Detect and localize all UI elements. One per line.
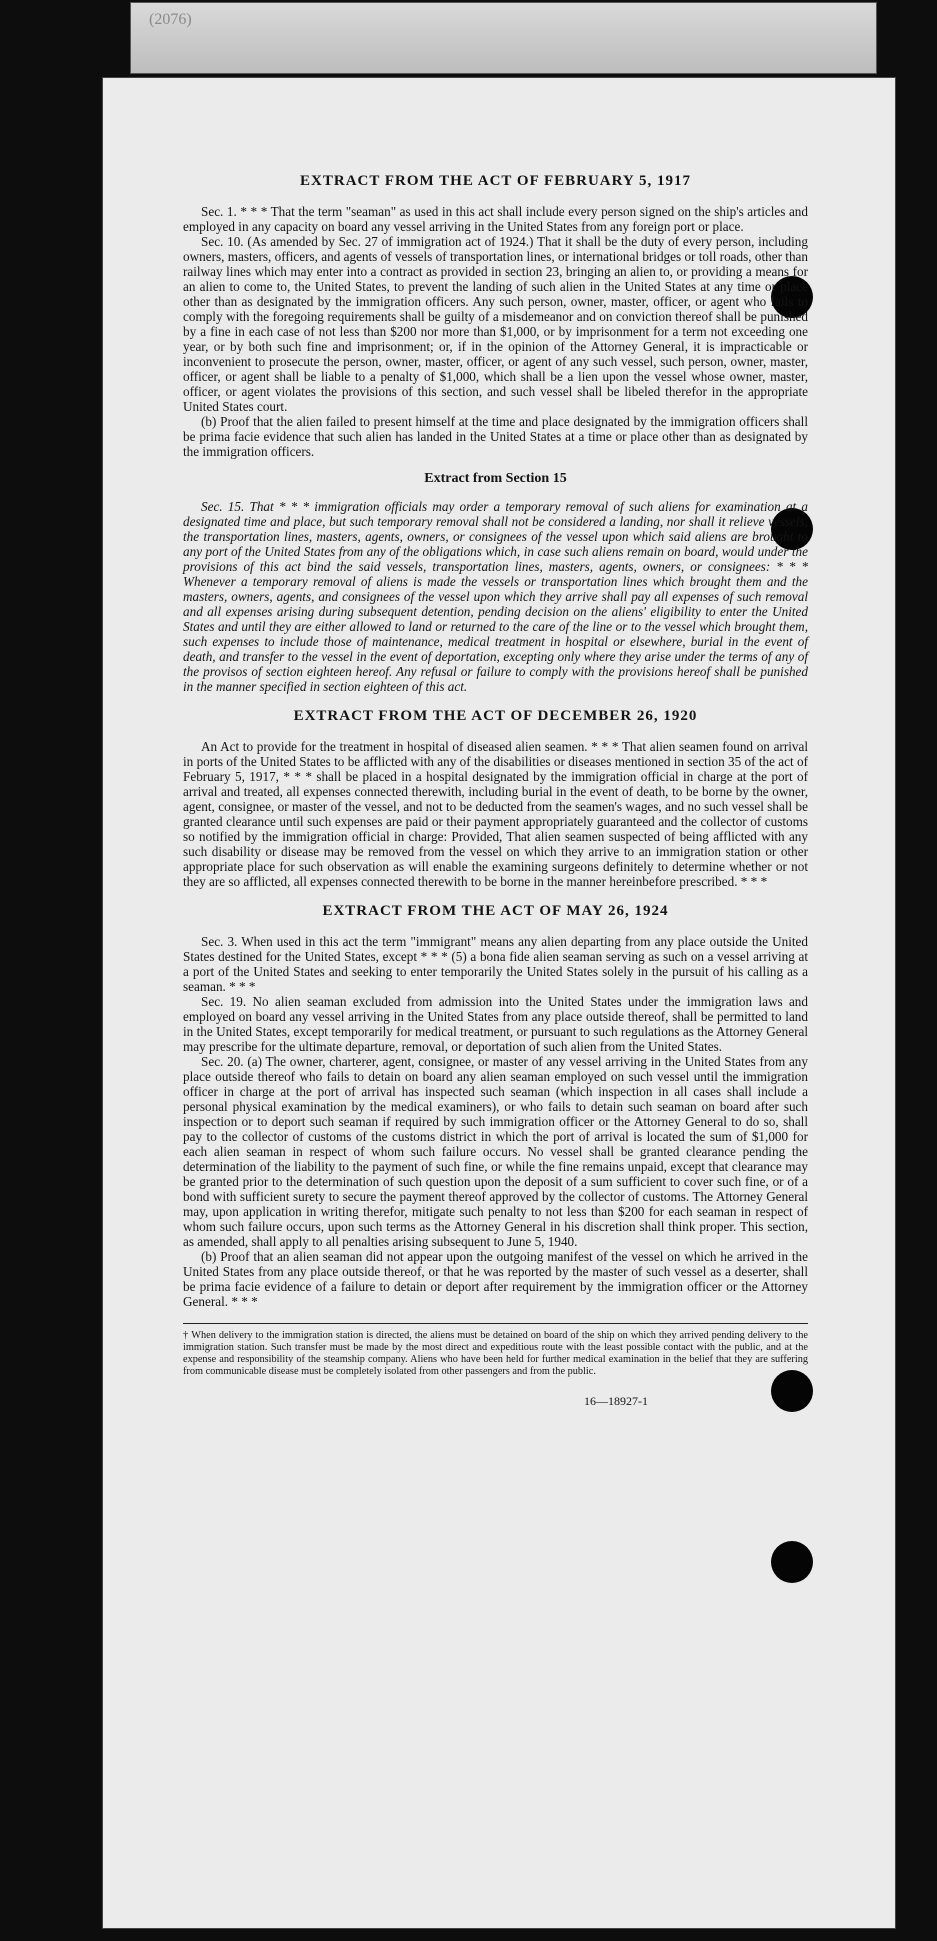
document-page	[103, 78, 895, 1928]
act-1920-paragraph: An Act to provide for the treatment in hospital of diseased alien seamen. * * * That alien seamen found on arrival in ports of the United States to be afflicted with any of the disabilities or diseases mentioned in section 35 of the act of February 5, 1917, * * * shall be placed in a hospital designated by the immigration official in charge at the port of arrival and treated, all expenses connected therewith, including burial in the event of death, to be borne by the owner, agent, consignee, or master of the vessel, and not to be deducted from the seamen's wages, and no such vessel shall be granted clearance until such expenses are paid or their payment appropriately guaranteed and the collector of customs so notified by the immigration official in charge: Provided, That alien seamen suspected of being afflicted with any such disability or disease may be removed from the vessel on which they arrive to an immigration station or other appropriate place for such observation as will enable the examining surgeons definitely to determine whether or not they are so afflicted, all expenses connected therewith to be borne in the manner hereinbefore prescribed. * * *	[183, 739, 808, 889]
page-number: 16—18927-1	[584, 1394, 648, 1408]
heading-act-1917: EXTRACT FROM THE ACT OF FEBRUARY 5, 1917	[300, 173, 691, 189]
slip-stamp: (2076)	[149, 11, 192, 28]
sec1-paragraph: Sec. 1. * * * That the term "seaman" as used in this act shall include every person signed on the ship's articles and employed in any capacity on board any vessel arriving in the United States from any foreign port or place.	[183, 204, 808, 234]
footnote: † When delivery to the immigration station is directed, the aliens must be detained on board of the ship on which they arrived pending delivery to the immigration station. Such transfer must be made by the most direct and expeditious route with the least possible contact with the public, and at the expense and responsibility of the steamship company. Aliens who have been held for further medical examination in the belief that they are suffering from communicable disease must be completely isolated from other passengers and from the public.	[183, 1323, 808, 1378]
sec19-paragraph: Sec. 19. No alien seaman excluded from admission into the United States under the immigration laws and employed on board any vessel arriving in the United States from any place outside thereof, shall be permitted to land in the United States, except temporarily for medical treatment, or pursuant to such regulations as the Attorney General may prescribe for the ultimate departure, removal, or deportation of such alien from the United States.	[183, 994, 808, 1054]
sec15-paragraph: Sec. 15. That * * * immigration officials may order a temporary removal of such aliens for examination at a designated time and place, but such temporary removal shall not be considered a landing, nor shall it relieve vessels, the transportation lines, masters, agents, owners, or consignees of the vessel upon which said aliens are brought to any port of the United States from any of the obligations which, in case such aliens remain on board, would under the provisions of this act bind the said vessels, transportation lines, masters, agents, owners, or consignees: * * * Whenever a temporary removal of aliens is made the vessels or transportation lines which brought them and the masters, owners, agents, and consignees of the vessel upon which they arrive shall pay all expenses of such removal and all expenses arising during subsequent detention, pending decision on the aliens' eligibility to enter the United States and until they are either allowed to land or returned to the care of the line or to the vessel which brought them, such expenses to include those of maintenance, medical treatment in hospital or elsewhere, burial in the event of death, and transfer to the vessel in the event of deportation, excepting only where they arise under the terms of any of the provisos of section eighteen hereof. Any refusal or failure to comply with the provisions hereof shall be punished in the manner specified in section eighteen of this act.	[183, 499, 808, 694]
top-paper-slip	[130, 2, 877, 74]
sec20b-paragraph: (b) Proof that an alien seaman did not appear upon the outgoing manifest of the vessel on which he arrived in the United States from any place outside thereof, or that he was reported by the master of such vessel as a deserter, shall be prima facie evidence of a failure to detain or deport after requirement by the immigration officer or the Attorney General. * * *	[183, 1249, 808, 1309]
sec10b-paragraph: (b) Proof that the alien failed to present himself at the time and place designated by the immigration officers shall be prima facie evidence that such alien has landed in the United States at a time or place other than as designated by the immigration officers.	[183, 414, 808, 459]
heading-act-1924: EXTRACT FROM THE ACT OF MAY 26, 1924	[322, 903, 669, 919]
heading-act-1920: EXTRACT FROM THE ACT OF DECEMBER 26, 1920	[293, 708, 698, 724]
document-body	[183, 173, 808, 1409]
heading-section-15: Extract from Section 15	[424, 471, 567, 486]
sec20a-paragraph: Sec. 20. (a) The owner, charterer, agent, consignee, or master of any vessel arriving in the United States from any place outside thereof who fails to detain on board any alien seaman employed on such vessel until the immigration officer in charge at the port of arrival has inspected such seaman (which inspection in all cases shall include a personal physical examination by the medical examiners), or who fails to detain such seaman on board after such inspection or to deport such seaman if required by such immigration officer or the Attorney General to do so, shall pay to the collector of customs of the customs district in which the port of arrival is located the sum of $1,000 for each alien seaman in respect of whom such failure occurs. No vessel shall be granted clearance pending the determination of the liability to the payment of such fine, or while the fine remains unpaid, except that clearance may be granted prior to the determination of such question upon the deposit of a sum sufficient to cover such fine, or of a bond with sufficient surety to secure the payment thereof approved by the collector of customs. The Attorney General may, upon application in writing therefor, mitigate such penalty to not less than $200 for each seaman in respect of whom such failure occurs, upon such terms as the Attorney General in his discretion shall think proper. This section, as amended, shall apply to all penalties arising subsequent to June 5, 1940.	[183, 1054, 808, 1249]
sec10-paragraph: Sec. 10. (As amended by Sec. 27 of immigration act of 1924.) That it shall be the duty of every person, including owners, masters, officers, and agents of vessels of transportation lines, or international bridges or toll roads, other than railway lines which may enter into a contract as provided in section 23, bringing an alien to, or providing a means for an alien to come to, the United States, to prevent the landing of such alien in the United States at any time or place other than as designated by the immigration officers. Any such person, owner, master, officer, or agent who fails to comply with the foregoing requirements shall be guilty of a misdemeanor and on conviction thereof shall be punished by a fine in each case of not less than $200 nor more than $1,000, or by imprisonment for a term not exceeding one year, or by both such fine and imprisonment; or, if in the opinion of the Attorney General, it is impracticable or inconvenient to prosecute the person, owner, master, officer, or agent of any such vessel, such person, owner, master, officer, or agent shall be liable to a penalty of $1,000, which shall be a lien upon the vessel whose owner, master, officer, or agent violates the provisions of this section, and such vessel shall be libeled therefor in the appropriate United States court.	[183, 234, 808, 414]
sec3-paragraph: Sec. 3. When used in this act the term "immigrant" means any alien departing from any place outside the United States destined for the United States, except * * * (5) a bona fide alien seaman serving as such on a vessel arriving at a port of the United States and seeking to enter temporarily the United States solely in the pursuit of his calling as a seaman. * * *	[183, 934, 808, 994]
punch-hole	[771, 1541, 813, 1583]
